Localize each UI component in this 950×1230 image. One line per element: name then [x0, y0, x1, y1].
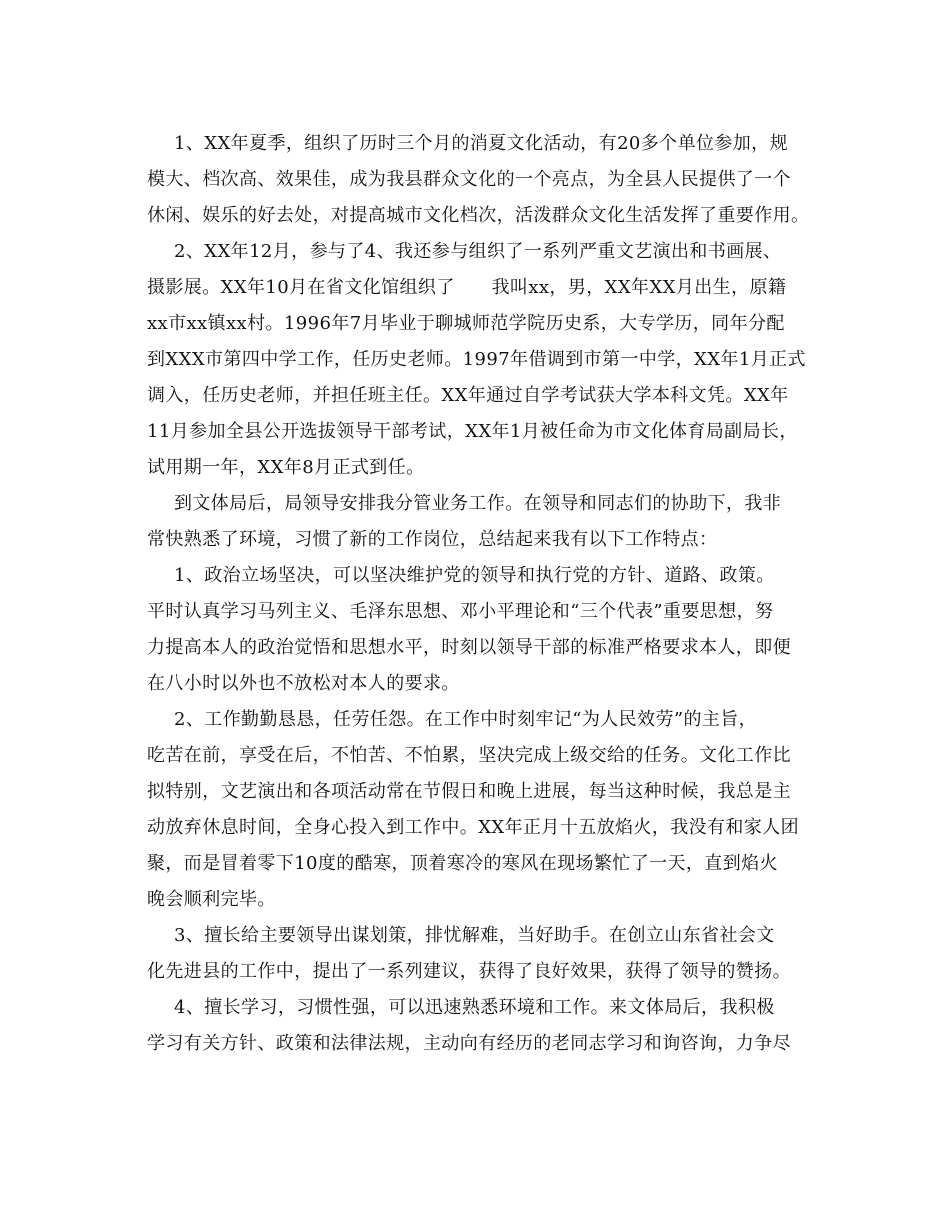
text-line: 力提高本人的政治觉悟和思想水平，时刻以领导干部的标准严格要求本人，即便 — [147, 637, 791, 658]
text-line: 2、工作勤勤恳恳，任劳任怨。在工作中时刻牢记“为人民效劳”的主旨， — [174, 709, 758, 730]
text-line: 试用期一年，XX年8月正式到任。 — [147, 457, 425, 478]
text-line: 调入，任历史老师，并担任班主任。XX年通过自学考试获大学本科文凭。XX年 — [147, 385, 789, 406]
text-line: 常快熟悉了环境，习惯了新的工作岗位，总结起来我有以下工作特点： — [147, 529, 718, 550]
text-line: 在八小时以外也不放松对本人的要求。 — [147, 673, 460, 694]
text-line: 3、擅长给主要领导出谋划策，排忧解难，当好助手。在创立山东省社会文 — [174, 925, 775, 946]
text-line: 动放弃休息时间，全身心投入到工作中。XX年正月十五放焰火，我没有和家人团 — [147, 817, 800, 838]
text-line: 休闲、娱乐的好去处，对提高城市文化档次，活泼群众文化生活发挥了重要作用。 — [147, 205, 810, 226]
text-line: 拟特别，文艺演出和各项活动常在节假日和晚上进展，每当这种时候，我总是主 — [147, 781, 791, 802]
text-line: 聚，而是冒着零下10度的酷寒，顶着寒冷的寒风在现场繁忙了一天，直到焰火 — [147, 853, 778, 874]
text-line: 1、政治立场坚决，可以坚决维护党的领导和执行党的方针、道路、政策。 — [174, 565, 775, 586]
text-line: 4、擅长学习，习惯性强，可以迅速熟悉环境和工作。来文体局后，我积极 — [174, 997, 775, 1018]
text-line: 到文体局后，局领导安排我分管业务工作。在领导和同志们的协助下，我非 — [174, 493, 782, 514]
text-line: xx市xx镇xx村。1996年7月毕业于聊城师范学院历史系，大专学历，同年分配 — [147, 313, 785, 334]
text-line: 2、XX年12月，参与了4、我还参与组织了一系列严重文艺演出和书画展、 — [174, 241, 782, 262]
text-line: 吃苦在前，享受在后，不怕苦、不怕累，坚决完成上级交给的任务。文化工作比 — [147, 745, 791, 766]
text-line: 晚会顺利完毕。 — [147, 889, 276, 910]
text-line: 学习有关方针、政策和法律法规，主动向有经历的老同志学习和询咨询，力争尽 — [147, 1033, 791, 1054]
text-line: 11月参加全县公开选拔领导干部考试，XX年1月被任命为市文化体育局副局长， — [147, 421, 798, 442]
text-line: 化先进县的工作中，提出了一系列建议，获得了良好效果，获得了领导的赞扬。 — [147, 961, 791, 982]
text-line: 到XXX市第四中学工作，任历史老师。1997年借调到市第一中学，XX年1月正式 — [147, 349, 806, 370]
text-line: 摄影展。XX年10月在省文化馆组织了 我叫xx，男，XX年XX月出生，原籍 — [147, 277, 787, 298]
text-line: 平时认真学习马列主义、毛泽东思想、邓小平理论和“三个代表”重要思想，努 — [147, 601, 774, 622]
text-line: 模大、档次高、效果佳，成为我县群众文化的一个亮点，为全县人民提供了一个 — [147, 169, 791, 190]
text-line: 1、XX年夏季，组织了历时三个月的消夏文化活动，有20多个单位参加，规 — [174, 133, 788, 154]
